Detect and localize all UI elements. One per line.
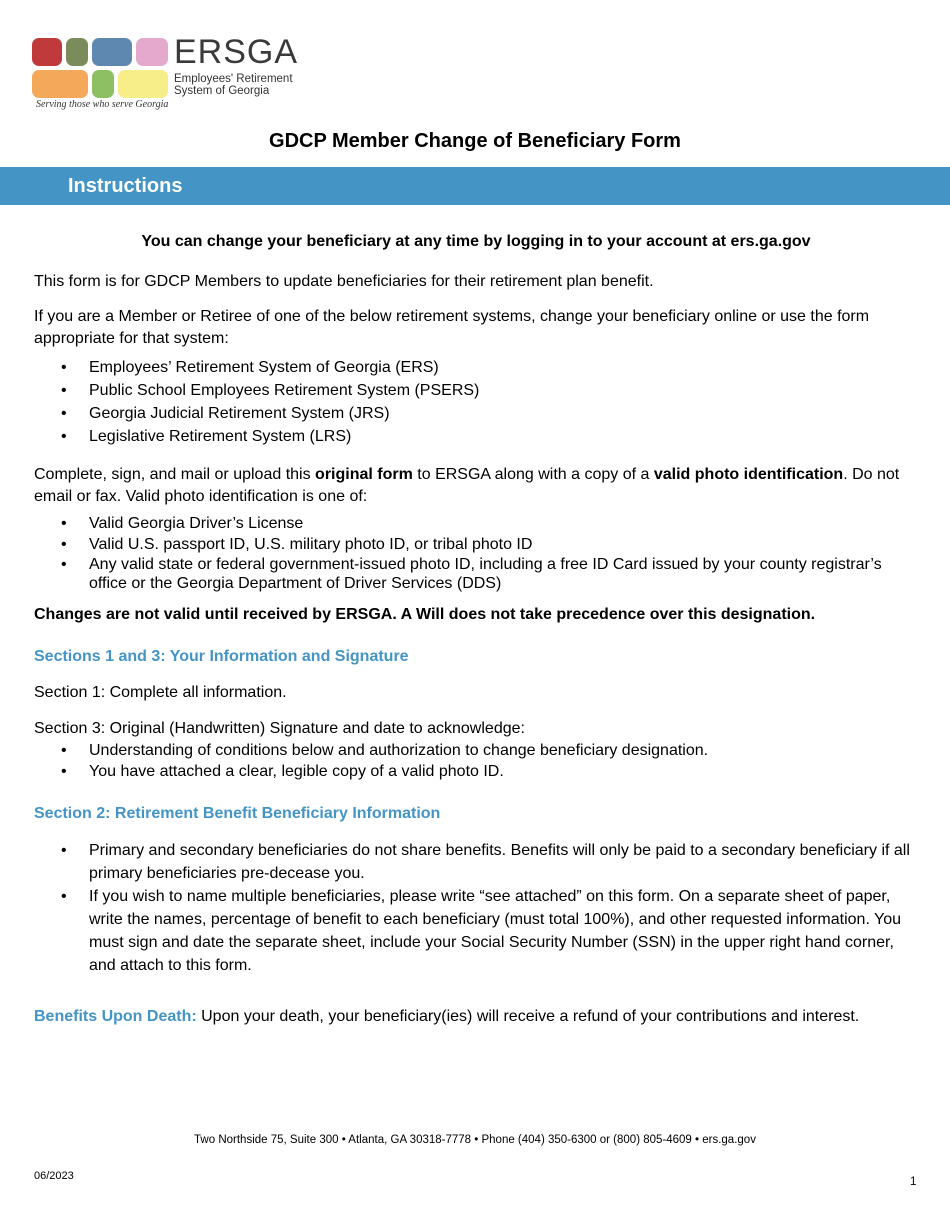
logo-wordmark: ERSGA	[174, 33, 299, 71]
list-item: • Legislative Retirement System (LRS)	[34, 425, 918, 448]
list-item: • Primary and secondary beneficiaries do not share benefits. Benefits will only be paid to a secondary beneficiary if all primary beneficiaries pre-decease you.	[34, 839, 918, 885]
ersga-logo	[32, 33, 299, 116]
section-2-list	[34, 839, 918, 977]
list-item: • Valid U.S. passport ID, U.S. military photo ID, or tribal photo ID	[34, 534, 918, 555]
logo-block-green	[92, 70, 114, 98]
section-1-3-heading: Sections 1 and 3: Your Information and Signature	[34, 648, 409, 665]
benefits-upon-death: Benefits Upon Death: Upon your death, your beneficiary(ies) will receive a refund of your contributions and interest.	[34, 1008, 860, 1025]
systems-paragraph: If you are a Member or Retiree of one of the below retirement systems, change your beneficiary online or use the form appropriate for that system:	[34, 308, 870, 347]
page-title: GDCP Member Change of Beneficiary Form	[269, 130, 681, 152]
list-item: • Georgia Judicial Retirement System (JRS)	[34, 402, 918, 425]
list-item: • Any valid state or federal government-issued photo ID, including a free ID Card issued by your county registrar’s office or the Georgia Department of Driver Services (DDS)	[34, 555, 918, 593]
intro-note: You can change your beneficiary at any time by logging in to your account at ers.ga.gov	[141, 233, 811, 250]
logo-block-red	[32, 38, 62, 66]
page-number: 1	[910, 1176, 917, 1188]
instructions-banner	[0, 167, 950, 205]
logo-subtitle: Employees' Retirement System of Georgia	[174, 73, 293, 97]
banner-label: Instructions	[68, 175, 183, 197]
list-item: • Valid Georgia Driver’s License	[34, 513, 918, 534]
logo-block-olive	[66, 38, 88, 66]
section-3-list	[34, 740, 918, 782]
list-item: • If you wish to name multiple beneficiaries, please write “see attached” on this form. On a separate sheet of paper, write the names, percentage of benefit to each beneficiary (must total 100%), and other requested information. You must sign and date the separate sheet, include your Social Security Number (SSN) in the upper right hand corner, and attach to this form.	[34, 885, 918, 977]
logo-block-blue	[92, 38, 132, 66]
systems-list	[34, 356, 918, 448]
logo-block-orange	[32, 70, 88, 98]
footer-address: Two Northside 75, Suite 300 • Atlanta, GA 30318-7778 • Phone (404) 350-6300 or (800) 805-4609 • ers.ga.gov	[194, 1134, 756, 1146]
section-2-heading: Section 2: Retirement Benefit Beneficiary Information	[34, 805, 441, 822]
list-item: • Public School Employees Retirement System (PSERS)	[34, 379, 918, 402]
instructions-content	[34, 231, 918, 1028]
list-item: • Employees’ Retirement System of Georgia (ERS)	[34, 356, 918, 379]
validity-warning: Changes are not valid until received by ERSGA. A Will does not take precedence over this designation.	[34, 606, 816, 623]
list-item: • You have attached a clear, legible copy of a valid photo ID.	[34, 761, 918, 782]
list-item: • Understanding of conditions below and authorization to change beneficiary designation.	[34, 740, 918, 761]
complete-paragraph: Complete, sign, and mail or upload this original form to ERSGA along with a copy of a valid photo identification. Do not email or fax. Valid photo identification is one of:	[34, 466, 900, 505]
logo-block-yellow	[118, 70, 168, 98]
id-list	[34, 513, 918, 593]
purpose-paragraph: This form is for GDCP Members to update beneficiaries for their retirement plan benefit.	[34, 273, 654, 290]
logo-block-pink	[136, 38, 168, 66]
logo-tagline: Serving those who serve Georgia	[36, 99, 169, 110]
section-1-text: Section 1: Complete all information.	[34, 684, 287, 701]
section-3-text: Section 3: Original (Handwritten) Signature and date to acknowledge:	[34, 720, 525, 737]
form-date: 06/2023	[34, 1170, 74, 1182]
